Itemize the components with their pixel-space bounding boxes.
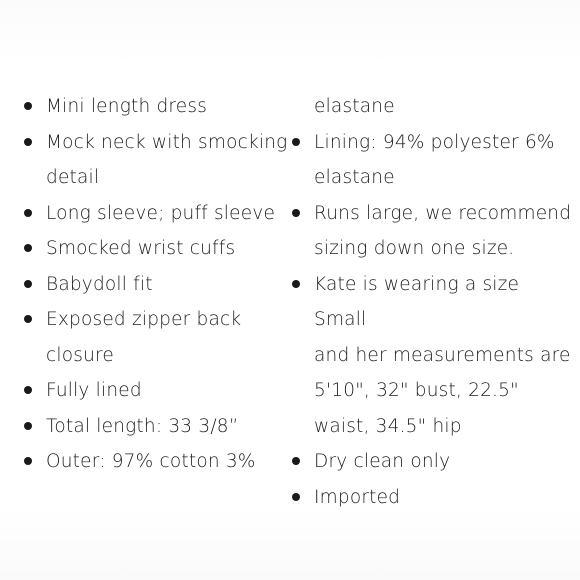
- list-item: Fully lined: [22, 373, 292, 409]
- list-item: Lining: 94% polyester 6% elastane: [290, 125, 575, 196]
- details-list-right: [290, 89, 575, 515]
- details-list-left: [22, 89, 292, 480]
- list-item: Babydoll fit: [22, 267, 292, 303]
- list-item: Kate is wearing a size Small and her measurements are 5'10", 32" bust, 22.5" waist, 34.5" hip: [290, 267, 575, 445]
- list-item: Imported: [290, 480, 575, 516]
- list-item-continuation: elastane: [314, 96, 395, 117]
- list-item: Smocked wrist cuffs: [22, 231, 292, 267]
- list-item: Total length: 33 3/8”: [22, 409, 292, 445]
- list-item: Outer: 97% cotton 3%: [22, 444, 292, 480]
- list-item: Exposed zipper back closure: [22, 302, 292, 373]
- list-item: Mini length dress: [22, 89, 292, 125]
- list-item: Runs large, we recommend sizing down one size.: [290, 196, 575, 267]
- list-item: Long sleeve; puff sleeve: [22, 196, 292, 232]
- list-item: Dry clean only: [290, 444, 575, 480]
- list-item: Mock neck with smocking detail: [22, 125, 292, 196]
